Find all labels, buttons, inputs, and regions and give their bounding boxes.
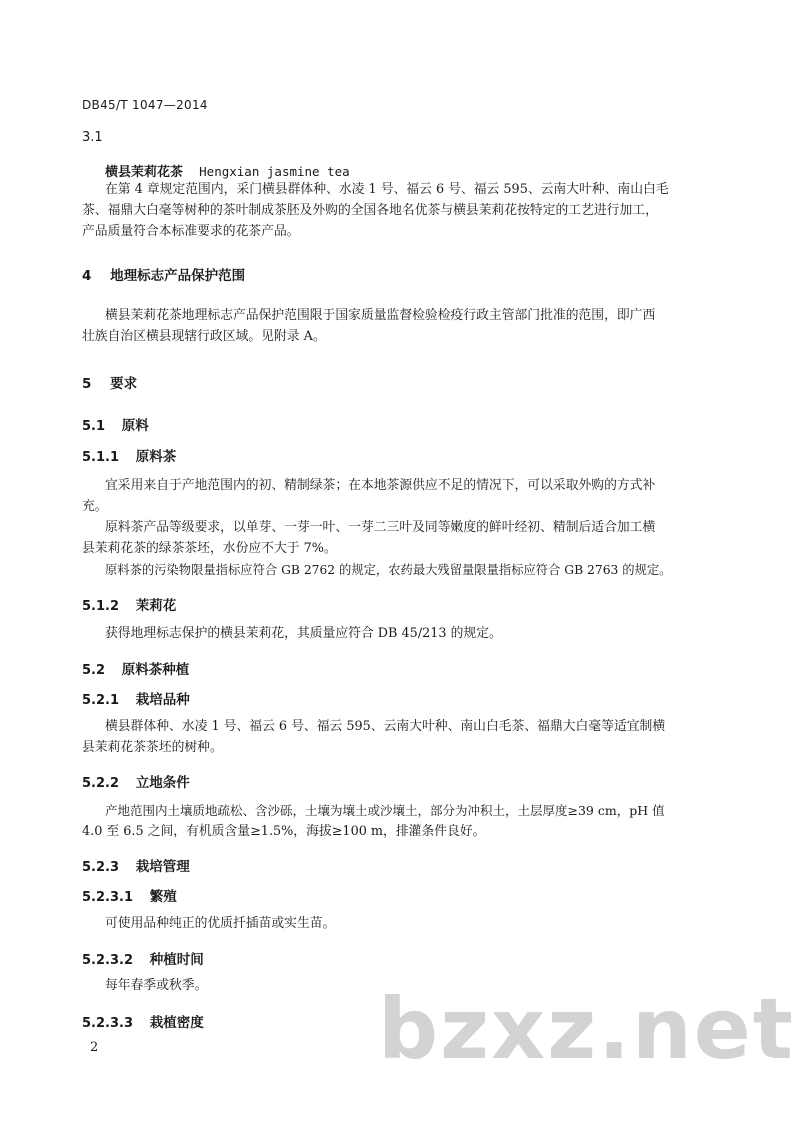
section-title: 栽植密度: [149, 1015, 204, 1031]
section-5-2-3-1-heading: [82, 885, 177, 905]
section-number: 5: [82, 376, 92, 392]
section-number: 5.2.3: [82, 860, 120, 875]
definition-line: 在第 4 章规定范围内，采门横县群体种、水凌 1 号、福云 6 号、福云 595、云南大叶种、南山白毛: [105, 182, 669, 197]
section-title: 要求: [110, 376, 138, 392]
section-title: 茉莉花: [135, 598, 177, 614]
paragraph-line: 县茉莉花茶的绿茶茶坯，水份应不大于 7%。: [82, 541, 337, 556]
section-number: 5.1.1: [82, 450, 120, 465]
section-5-2-1-heading: [82, 688, 190, 708]
paragraph-line: 横县茉莉花茶地理标志产品保护范围限于国家质量监督检验检疫行政主管部门批准的范围，即广西: [105, 308, 656, 323]
section-5-1-2-heading: [82, 594, 176, 614]
section-title: 立地条件: [135, 775, 190, 791]
section-number: 5.2.1: [82, 693, 120, 708]
section-number: 5.2.2: [82, 776, 120, 791]
paragraph-line: 县茉莉花茶茶坯的树种。: [82, 740, 223, 755]
section-title: 繁殖: [149, 889, 177, 905]
section-4-heading: [82, 264, 245, 284]
section-5-2-3-2-heading: [82, 948, 204, 968]
section-5-1-heading: [82, 414, 149, 434]
section-number: 5.2: [82, 663, 106, 678]
definition-line: 产品质量符合本标准要求的花茶产品。: [82, 224, 300, 239]
section-5-1-1-heading: [82, 445, 176, 465]
section-5-2-2-heading: [82, 771, 190, 791]
paragraph-line: 可使用品种纯正的优质扦插苗或实生苗。: [105, 916, 336, 931]
page-number: 2: [90, 1040, 99, 1055]
term-zh: 横县茉莉花茶: [105, 165, 184, 180]
section-number: 5.1: [82, 419, 106, 434]
paragraph-line: 每年春季或秋季。: [105, 978, 208, 993]
paragraph-line: 原料茶的污染物限量指标应符合 GB 2762 的规定，农药最大残留量限量指标应符合 GB 2763 的规定。: [105, 563, 672, 577]
definition-line: 茶、福鼎大白毫等树种的茶叶制成茶胚及外购的全国各地名优茶与横县茉莉花按特定的工艺进行加工，: [82, 203, 658, 218]
section-number: 5.2.3.3: [82, 1016, 133, 1031]
section-title: 原料: [121, 418, 149, 434]
paragraph-line: 壮族自治区横县现辖行政区域。见附录 A。: [82, 329, 326, 344]
section-number: 5.1.2: [82, 599, 120, 614]
section-title: 栽培品种: [135, 692, 190, 708]
section-number: 5.2.3.1: [82, 890, 133, 905]
section-5-2-heading: [82, 658, 189, 678]
section-title: 原料茶: [135, 449, 177, 465]
paragraph-line: 获得地理标志保护的横县茉莉花，其质量应符合 DB 45/213 的规定。: [105, 626, 502, 641]
section-5-heading: [82, 372, 137, 392]
section-number: 4: [82, 268, 92, 284]
watermark-text: bzxz.net: [378, 980, 795, 1078]
term-en: Hengxian jasmine tea: [199, 164, 350, 179]
section-title: 种植时间: [149, 952, 204, 968]
section-number: 5.2.3.2: [82, 953, 133, 968]
paragraph-line: 充。: [82, 499, 108, 514]
paragraph-line: 原料茶产品等级要求，以单芽、一芽一叶、一芽二三叶及同等嫩度的鲜叶经初、精制后适合加工横: [105, 520, 656, 535]
section-title: 地理标志产品保护范围: [110, 268, 246, 284]
section-3-1-number: 3.1: [82, 130, 103, 145]
section-title: 原料茶种植: [121, 662, 190, 678]
standard-code: DB45/T 1047—2014: [82, 98, 208, 112]
term-entry: [105, 161, 350, 180]
section-5-2-3-3-heading: [82, 1011, 204, 1031]
paragraph-line: 产地范围内土壤质地疏松、含沙砾，土壤为壤土或沙壤土，部分为冲积土，土层厚度≥39 cm，pH 值: [105, 803, 665, 818]
paragraph-line: 4.0 至 6.5 之间，有机质含量≥1.5%，海拔≥100 m，排灌条件良好。: [82, 824, 486, 839]
section-5-2-3-heading: [82, 855, 190, 875]
section-title: 栽培管理: [135, 859, 190, 875]
paragraph-line: 横县群体种、水凌 1 号、福云 6 号、福云 595、云南大叶种、南山白毛茶、福鼎大白毫等适宜制横: [105, 719, 666, 734]
paragraph-line: 宜采用来自于产地范围内的初、精制绿茶；在本地茶源供应不足的情况下，可以采取外购的方式补: [105, 478, 656, 493]
